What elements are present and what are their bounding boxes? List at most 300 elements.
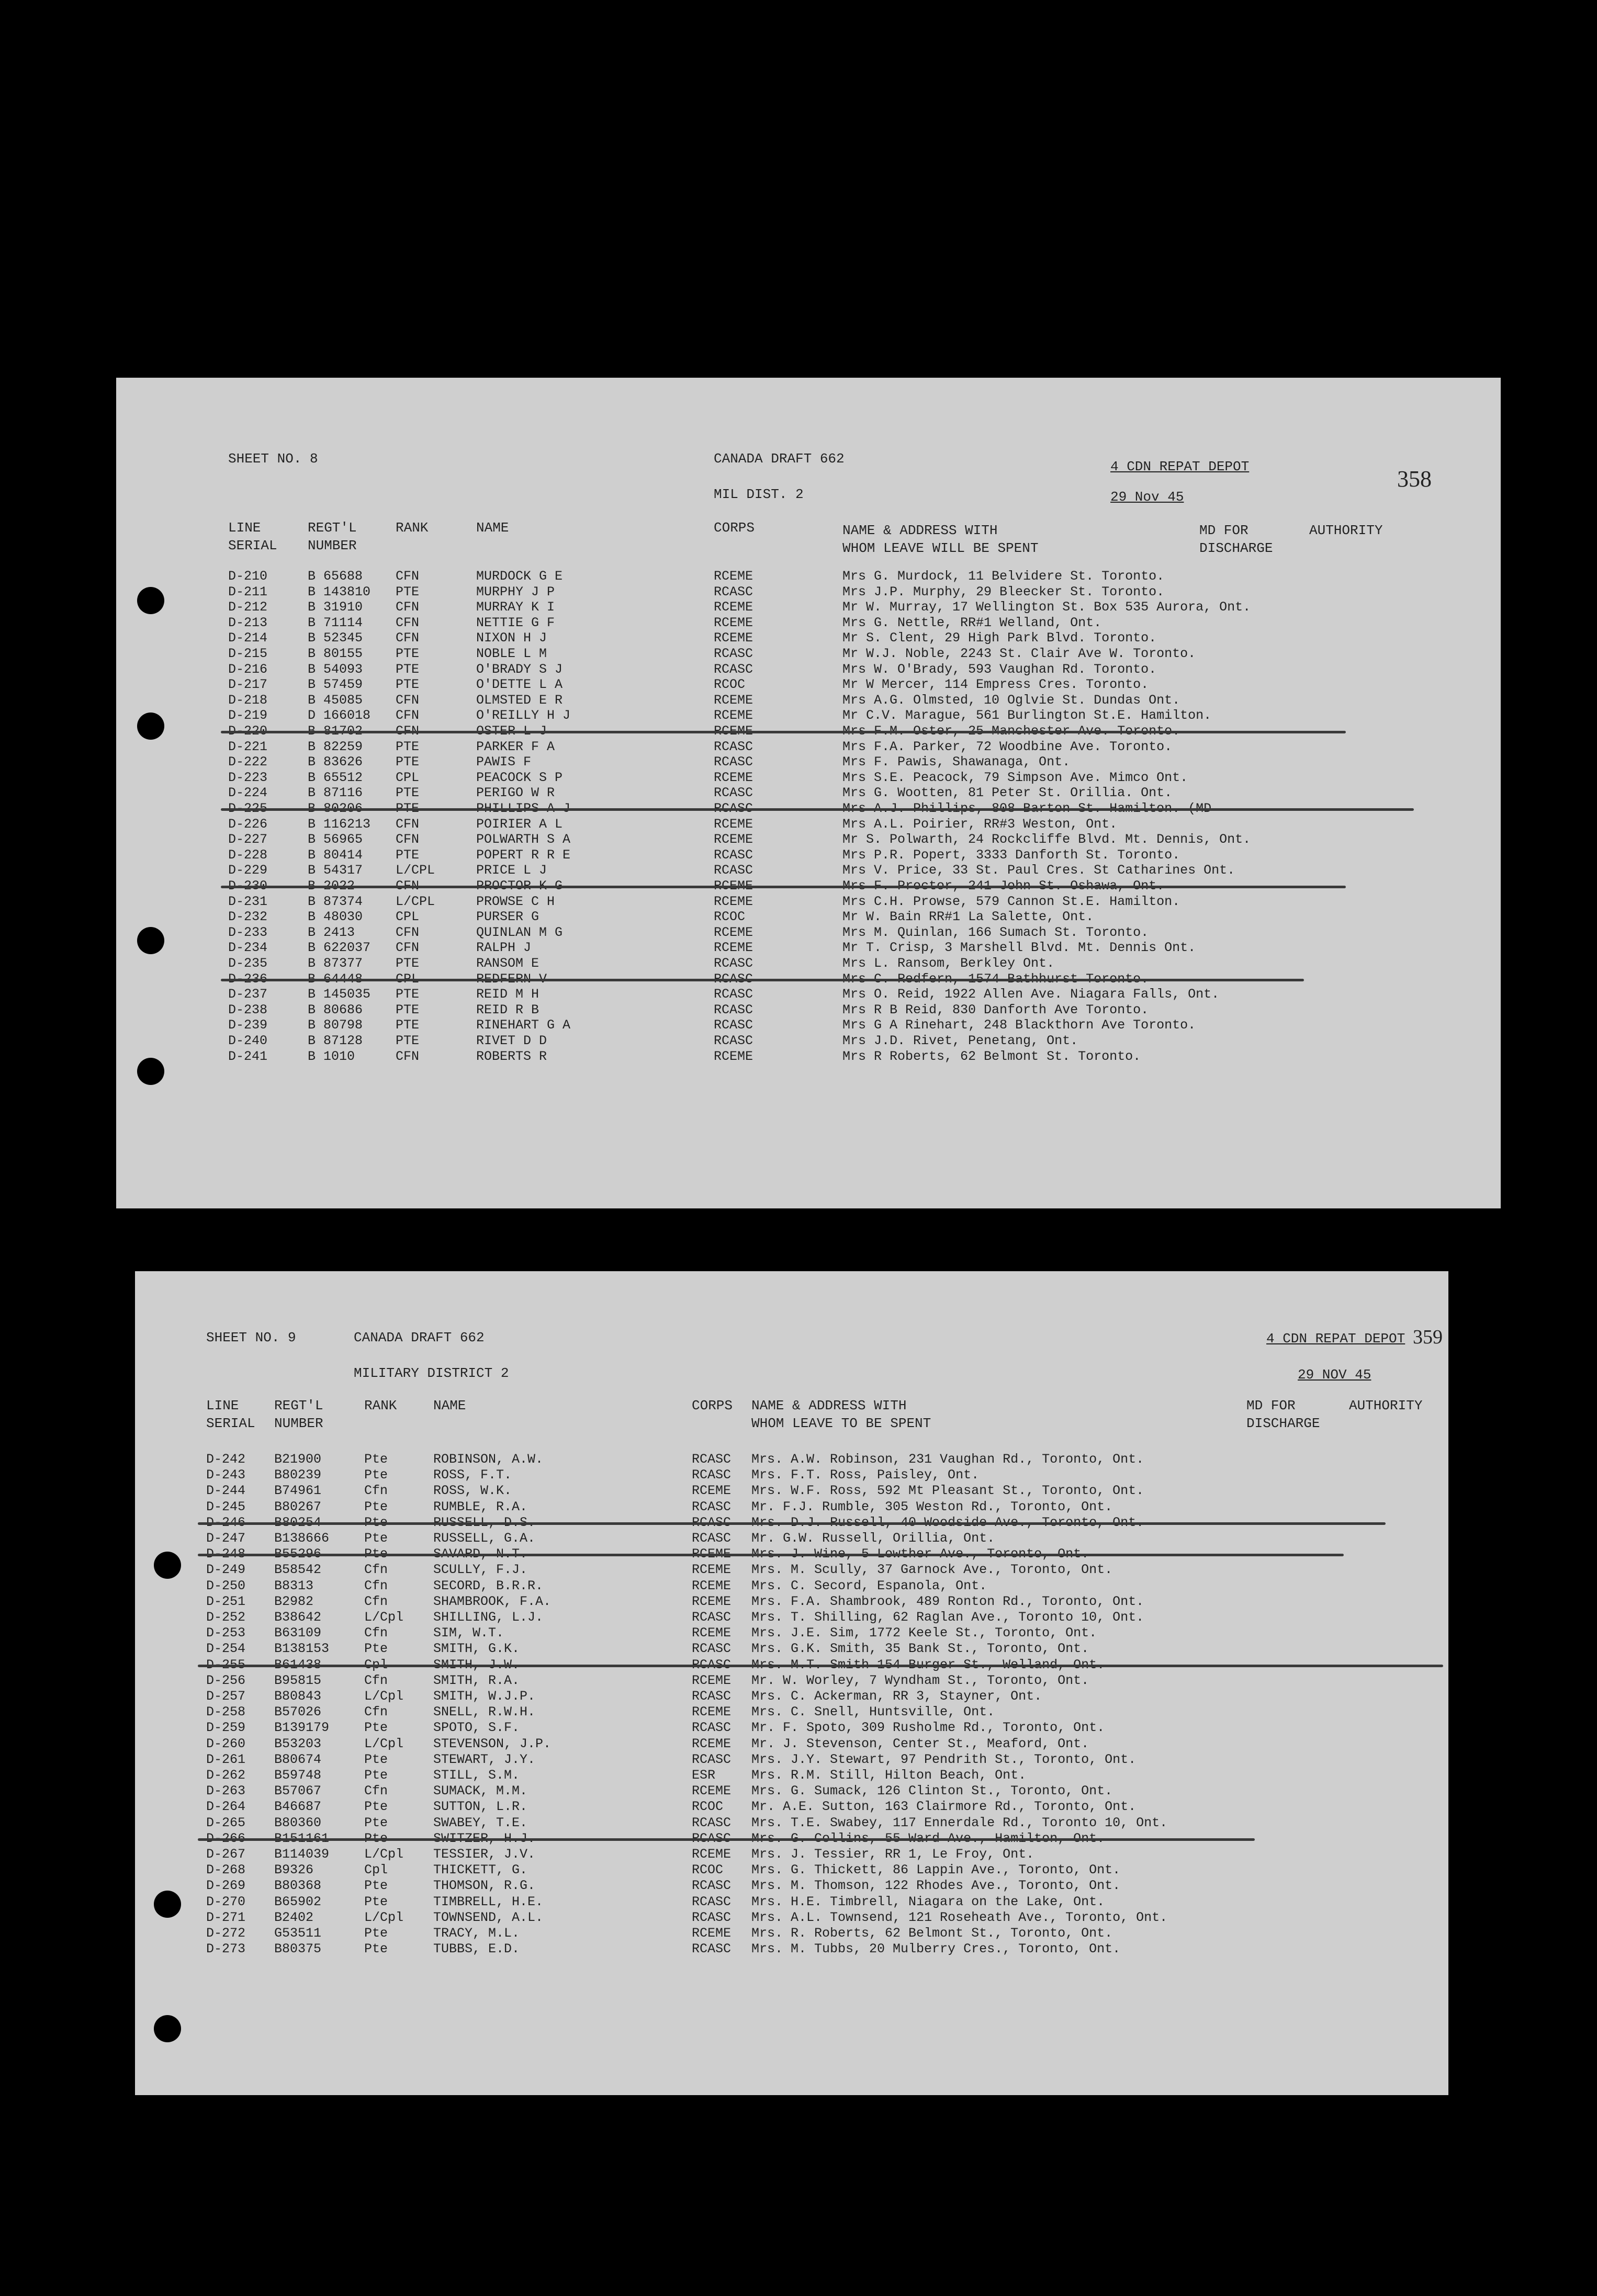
cell-name: SHILLING, L.J. — [433, 1610, 544, 1625]
cell-regt: B 31910 — [308, 600, 363, 615]
cell-rank: CFN — [396, 692, 420, 708]
cell-regt: B 80798 — [308, 1017, 363, 1033]
table-row — [116, 785, 1501, 801]
table-row — [116, 615, 1501, 631]
cell-corps: RCEME — [692, 1625, 732, 1641]
cell-name: RALPH J — [476, 940, 532, 956]
punch-hole — [137, 587, 164, 614]
cell-address: Mrs P.R. Popert, 3333 Danforth St. Toronto. — [842, 847, 1180, 863]
cell-name: SCULLY, F.J. — [433, 1562, 528, 1578]
table-row — [135, 1941, 1448, 1957]
cell-corps: RCEME — [692, 1672, 732, 1688]
cell-address: Mr W Mercer, 114 Empress Cres. Toronto. — [842, 677, 1149, 693]
table-row — [116, 1017, 1501, 1033]
cell-rank: Cfn — [364, 1704, 388, 1720]
cell-address: Mr. J. Stevenson, Center St., Meaford, Ont. — [751, 1736, 1089, 1751]
cell-address: Mrs R B Reid, 830 Danforth Ave Toronto. — [842, 1002, 1149, 1017]
table-row — [116, 646, 1501, 662]
cell-regt: B 87128 — [308, 1033, 363, 1048]
cell-corps: RCASC — [714, 987, 753, 1002]
cell-corps: RCASC — [692, 1878, 732, 1894]
cell-corps: RCASC — [714, 785, 753, 801]
cell-line: D-273 — [206, 1941, 246, 1957]
cell-rank: L/CPL — [396, 893, 435, 909]
cell-corps: RCASC — [692, 1452, 732, 1467]
cell-regt: B 45085 — [308, 692, 363, 708]
cell-corps: RCEME — [714, 600, 753, 615]
cell-line: D-253 — [206, 1625, 246, 1641]
cell-name: OLMSTED E R — [476, 692, 563, 708]
col-header-rank: RANK — [396, 520, 429, 536]
table-row — [135, 1689, 1448, 1704]
cell-regt: B21900 — [274, 1452, 322, 1467]
cell-line: D-231 — [228, 893, 268, 909]
cell-line: D-242 — [206, 1452, 246, 1467]
sheet-number: SHEET NO. 9 — [206, 1330, 296, 1345]
cell-address: Mrs. A.L. Townsend, 121 Roseheath Ave., Toronto, Ont. — [751, 1909, 1168, 1925]
cell-address: Mrs. M. Scully, 37 Garnock Ave., Toronto, Ont. — [751, 1562, 1113, 1578]
cell-rank: Pte — [364, 1531, 388, 1546]
cell-name: STILL, S.M. — [433, 1768, 520, 1783]
cell-rank: CPL — [396, 770, 420, 785]
cell-line: D-249 — [206, 1562, 246, 1578]
cell-name: PRICE L J — [476, 863, 547, 878]
table-row — [135, 1783, 1448, 1799]
table-row — [135, 1768, 1448, 1783]
col-header-md: MD FOR DISCHARGE — [1246, 1398, 1320, 1431]
cell-name: SMITH, R.A. — [433, 1672, 520, 1688]
cell-name: PARKER F A — [476, 739, 555, 754]
cell-name: SHAMBROOK, F.A. — [433, 1593, 552, 1609]
table-row — [116, 894, 1501, 910]
cell-address: Mrs F. Pawis, Shawanaga, Ont. — [842, 754, 1071, 770]
cell-rank: CFN — [396, 816, 420, 832]
cell-name: RINEHART G A — [476, 1017, 571, 1033]
cell-line: D-215 — [228, 646, 268, 661]
cell-address: Mrs. M. Thomson, 122 Rhodes Ave., Toronto, Ont. — [751, 1878, 1121, 1894]
cell-rank: PTE — [396, 1017, 420, 1033]
cell-rank: Cfn — [364, 1783, 388, 1799]
cell-address: Mrs. F.A. Shambrook, 489 Ronton Rd., Toronto, Ont. — [751, 1593, 1144, 1609]
cell-regt: B8313 — [274, 1578, 314, 1593]
cell-address: Mrs R Roberts, 62 Belmont St. Toronto. — [842, 1048, 1141, 1064]
cell-line: D-241 — [228, 1048, 268, 1064]
cell-regt: B 87374 — [308, 893, 363, 909]
cell-rank: PTE — [396, 847, 420, 863]
table-row — [135, 1594, 1448, 1610]
cell-name: REID M H — [476, 987, 539, 1002]
cell-address: Mrs G. Nettle, RR#1 Welland, Ont. — [842, 615, 1102, 630]
cell-line: D-243 — [206, 1467, 246, 1483]
cell-rank: Pte — [364, 1641, 388, 1657]
cell-rank: PTE — [396, 1033, 420, 1048]
cell-corps: RCOC — [714, 677, 746, 693]
cell-regt: B 71114 — [308, 615, 363, 630]
depot-name: 4 CDN REPAT DEPOT — [1110, 459, 1250, 474]
cell-regt: B65902 — [274, 1894, 322, 1909]
cell-corps: RCEME — [714, 569, 753, 584]
cell-corps: RCASC — [714, 1002, 753, 1017]
cell-corps: RCEME — [714, 893, 753, 909]
cell-regt: B 82259 — [308, 739, 363, 754]
cell-regt: B114039 — [274, 1847, 330, 1862]
cell-corps: ESR — [692, 1768, 716, 1783]
table-row — [116, 925, 1501, 941]
table-row — [116, 569, 1501, 584]
cell-address: Mr C.V. Marague, 561 Burlington St.E. Hamilton. — [842, 708, 1212, 723]
cell-line: D-260 — [206, 1736, 246, 1751]
cell-line: D-272 — [206, 1926, 246, 1941]
cell-rank: CFN — [396, 569, 420, 584]
cell-regt: B 143810 — [308, 584, 371, 600]
cell-rank: Pte — [364, 1941, 388, 1957]
table-row — [116, 662, 1501, 677]
cell-regt: B57067 — [274, 1783, 322, 1799]
cell-address: Mrs A.G. Olmsted, 10 Oglvie St. Dundas Ont. — [842, 692, 1180, 708]
cell-name: NETTIE G F — [476, 615, 555, 630]
cell-name: PAWIS F — [476, 754, 532, 770]
cell-name: MURDOCK G E — [476, 569, 563, 584]
cell-corps: RCASC — [714, 1017, 753, 1033]
cell-name: SNELL, R.W.H. — [433, 1704, 536, 1720]
cell-rank: PTE — [396, 739, 420, 754]
cell-name: REID R B — [476, 1002, 539, 1017]
cell-address: Mrs J.D. Rivet, Penetang, Ont. — [842, 1033, 1078, 1048]
cell-name: THICKETT, G. — [433, 1862, 528, 1878]
cell-address: Mrs. C. Secord, Espanola, Ont. — [751, 1578, 987, 1593]
cell-rank: Pte — [364, 1452, 388, 1467]
cell-regt: B 80155 — [308, 646, 363, 661]
cell-address: Mr S. Polwarth, 24 Rockcliffe Blvd. Mt. Dennis, Ont. — [842, 832, 1251, 847]
cell-regt: B80674 — [274, 1751, 322, 1767]
cell-address: Mrs V. Price, 33 St. Paul Cres. St Catharines Ont. — [842, 863, 1235, 878]
table-row — [135, 1847, 1448, 1862]
cell-rank: Cpl — [364, 1862, 388, 1878]
sheet-date: 29 Nov 45 — [1110, 489, 1184, 505]
cell-rank: PTE — [396, 646, 420, 661]
table-row — [116, 1002, 1501, 1018]
cell-corps: RCEME — [692, 1578, 732, 1593]
sheet-date: 29 NOV 45 — [1298, 1367, 1371, 1383]
cell-regt: B2982 — [274, 1593, 314, 1609]
cell-corps: RCEME — [714, 708, 753, 723]
table-row — [116, 677, 1501, 693]
punch-hole — [154, 1891, 181, 1918]
cell-name: RUSSELL, G.A. — [433, 1531, 536, 1546]
cell-corps: RCEME — [692, 1483, 732, 1499]
cell-rank: L/Cpl — [364, 1909, 404, 1925]
cell-corps: RCEME — [714, 924, 753, 940]
cell-name: TIMBRELL, H.E. — [433, 1894, 544, 1909]
cell-line: D-268 — [206, 1862, 246, 1878]
draft-title: CANADA DRAFT 662 — [714, 451, 845, 467]
cell-corps: RCEME — [714, 630, 753, 646]
col-header-line: LINE SERIAL — [206, 1398, 255, 1431]
cell-line: D-250 — [206, 1578, 246, 1593]
table-row — [135, 1499, 1448, 1515]
cell-regt: B53203 — [274, 1736, 322, 1751]
cell-corps: RCASC — [692, 1610, 732, 1625]
cell-name: SWABEY, T.E. — [433, 1815, 528, 1830]
table-row — [135, 1625, 1448, 1641]
cell-name: SUMACK, M.M. — [433, 1783, 528, 1799]
cell-rank: L/Cpl — [364, 1689, 404, 1704]
cell-corps: RCASC — [714, 739, 753, 754]
cell-rank: Pte — [364, 1926, 388, 1941]
cell-corps: RCASC — [692, 1751, 732, 1767]
cell-corps: RCASC — [692, 1815, 732, 1830]
cell-regt: B80360 — [274, 1815, 322, 1830]
cell-address: Mrs. J. Tessier, RR 1, Le Froy, Ont. — [751, 1847, 1034, 1862]
table-row — [116, 956, 1501, 971]
cell-corps: RCASC — [692, 1941, 732, 1957]
cell-name: STEWART, J.Y. — [433, 1751, 536, 1767]
table-row — [135, 1926, 1448, 1941]
cell-regt: B 80414 — [308, 847, 363, 863]
cell-name: PROWSE C H — [476, 893, 555, 909]
cell-regt: G53511 — [274, 1926, 322, 1941]
cell-name: TESSIER, J.V. — [433, 1847, 536, 1862]
cell-corps: RCASC — [714, 754, 753, 770]
cell-regt: B95815 — [274, 1672, 322, 1688]
table-row — [135, 1736, 1448, 1752]
sheet-358 — [116, 378, 1501, 1208]
col-header-address: NAME & ADDRESS WITH WHOM LEAVE WILL BE SPENT — [842, 523, 1039, 556]
cell-rank: CFN — [396, 832, 420, 847]
cell-rank: L/Cpl — [364, 1736, 404, 1751]
table-row — [116, 1033, 1501, 1049]
cell-rank: CFN — [396, 1048, 420, 1064]
cell-regt: B 48030 — [308, 909, 363, 925]
table-row — [135, 1483, 1448, 1499]
cell-line: D-235 — [228, 956, 268, 971]
cell-rank: CFN — [396, 924, 420, 940]
cell-rank: Pte — [364, 1815, 388, 1830]
cell-rank: CFN — [396, 615, 420, 630]
cell-name: SUTTON, L.R. — [433, 1799, 528, 1815]
cell-address: Mrs. G.K. Smith, 35 Bank St., Toronto, Ont. — [751, 1641, 1089, 1657]
table-row — [135, 1752, 1448, 1768]
cell-line: D-228 — [228, 847, 268, 863]
table-row — [135, 1910, 1448, 1926]
cell-address: Mrs G A Rinehart, 248 Blackthorn Ave Toronto. — [842, 1017, 1196, 1033]
cell-address: Mrs M. Quinlan, 166 Sumach St. Toronto. — [842, 924, 1149, 940]
col-header-regt: REGT'L NUMBER — [274, 1398, 323, 1431]
cell-name: QUINLAN M G — [476, 924, 563, 940]
cell-address: Mrs A.L. Poirier, RR#3 Weston, Ont. — [842, 816, 1118, 832]
cell-address: Mrs. T. Shilling, 62 Raglan Ave., Toronto 10, Ont. — [751, 1610, 1144, 1625]
col-header-authority: AUTHORITY — [1309, 523, 1383, 538]
depot-name: 4 CDN REPAT DEPOT — [1266, 1331, 1405, 1347]
cell-name: ROSS, W.K. — [433, 1483, 512, 1499]
cell-line: D-261 — [206, 1751, 246, 1767]
cell-regt: B 87116 — [308, 785, 363, 801]
table-row — [135, 1673, 1448, 1689]
punch-hole — [154, 2015, 181, 2042]
cell-name: PERIGO W R — [476, 785, 555, 801]
cell-address: Mrs. C. Snell, Huntsville, Ont. — [751, 1704, 995, 1720]
cell-address: Mrs. H.E. Timbrell, Niagara on the Lake, Ont. — [751, 1894, 1105, 1909]
cell-rank: Cfn — [364, 1625, 388, 1641]
cell-line: D-237 — [228, 987, 268, 1002]
cell-rank: Cfn — [364, 1483, 388, 1499]
col-header-address: NAME & ADDRESS WITH WHOM LEAVE TO BE SPENT — [751, 1398, 931, 1431]
strike-through-line — [221, 979, 1304, 981]
cell-name: TUBBS, E.D. — [433, 1941, 520, 1957]
cell-line: D-251 — [206, 1593, 246, 1609]
cell-name: MURRAY K I — [476, 600, 555, 615]
cell-line: D-234 — [228, 940, 268, 956]
cell-regt: B 54093 — [308, 661, 363, 677]
cell-rank: CPL — [396, 909, 420, 925]
col-header-rank: RANK — [364, 1398, 397, 1413]
cell-name: O'DETTE L A — [476, 677, 563, 693]
cell-rank: CFN — [396, 708, 420, 723]
cell-corps: RCOC — [692, 1862, 724, 1878]
cell-corps: RCEME — [714, 770, 753, 785]
cell-regt: D 166018 — [308, 708, 371, 723]
cell-corps: RCASC — [692, 1689, 732, 1704]
cell-corps: RCASC — [714, 1033, 753, 1048]
table-row — [135, 1452, 1448, 1467]
table-row — [135, 1720, 1448, 1736]
cell-rank: Pte — [364, 1799, 388, 1815]
cell-address: Mrs. F.T. Ross, Paisley, Ont. — [751, 1467, 980, 1483]
cell-regt: B80267 — [274, 1499, 322, 1514]
cell-name: SMITH, W.J.P. — [433, 1689, 536, 1704]
cell-name: SMITH, G.K. — [433, 1641, 520, 1657]
cell-address: Mrs F.A. Parker, 72 Woodbine Ave. Toronto. — [842, 739, 1173, 754]
cell-rank: Pte — [364, 1894, 388, 1909]
cell-address: Mrs. W.F. Ross, 592 Mt Pleasant St., Toronto, Ont. — [751, 1483, 1144, 1499]
cell-corps: RCASC — [692, 1499, 732, 1514]
cell-corps: RCOC — [692, 1799, 724, 1815]
col-header-md: MD FOR DISCHARGE — [1199, 523, 1273, 556]
cell-address: Mr. W. Worley, 7 Wyndham St., Toronto, Ont. — [751, 1672, 1089, 1688]
punch-hole — [137, 712, 164, 740]
cell-line: D-247 — [206, 1531, 246, 1546]
cell-line: D-267 — [206, 1847, 246, 1862]
cell-corps: RCASC — [714, 584, 753, 600]
cell-line: D-223 — [228, 770, 268, 785]
cell-line: D-216 — [228, 661, 268, 677]
cell-name: RANSOM E — [476, 956, 539, 971]
cell-rank: CFN — [396, 600, 420, 615]
page-number: 359 — [1413, 1326, 1443, 1348]
cell-line: D-244 — [206, 1483, 246, 1499]
table-row — [116, 693, 1501, 708]
table-row — [116, 817, 1501, 832]
table-row — [135, 1562, 1448, 1578]
cell-name: RIVET D D — [476, 1033, 547, 1048]
cell-rank: L/CPL — [396, 863, 435, 878]
cell-corps: RCASC — [692, 1531, 732, 1546]
cell-regt: B 145035 — [308, 987, 371, 1002]
table-row — [116, 630, 1501, 646]
cell-regt: B 54317 — [308, 863, 363, 878]
cell-regt: B 622037 — [308, 940, 371, 956]
cell-address: Mrs S.E. Peacock, 79 Simpson Ave. Mimco Ont. — [842, 770, 1188, 785]
col-header-name: NAME — [433, 1398, 466, 1413]
cell-regt: B38642 — [274, 1610, 322, 1625]
cell-name: MURPHY J P — [476, 584, 555, 600]
district: MIL DIST. 2 — [714, 487, 804, 502]
table-row — [116, 739, 1501, 755]
cell-name: ROBINSON, A.W. — [433, 1452, 544, 1467]
sheet-number: SHEET NO. 8 — [228, 451, 318, 467]
cell-rank: CFN — [396, 940, 420, 956]
cell-name: PEACOCK S P — [476, 770, 563, 785]
cell-address: Mr W. Bain RR#1 La Salette, Ont. — [842, 909, 1094, 925]
cell-name: THOMSON, R.G. — [433, 1878, 536, 1894]
cell-rank: Cfn — [364, 1672, 388, 1688]
cell-name: POLWARTH S A — [476, 832, 571, 847]
cell-regt: B80368 — [274, 1878, 322, 1894]
cell-line: D-269 — [206, 1878, 246, 1894]
cell-line: D-229 — [228, 863, 268, 878]
cell-address: Mrs. T.E. Swabey, 117 Ennerdale Rd., Toronto 10, Ont. — [751, 1815, 1168, 1830]
cell-corps: RCEME — [714, 1048, 753, 1064]
col-line-label: LINE SERIAL — [228, 520, 277, 553]
cell-rank: PTE — [396, 584, 420, 600]
cell-regt: B 65688 — [308, 569, 363, 584]
cell-line: D-211 — [228, 584, 268, 600]
cell-line: D-232 — [228, 909, 268, 925]
table-row — [116, 832, 1501, 847]
cell-corps: RCEME — [714, 692, 753, 708]
cell-corps: RCASC — [714, 956, 753, 971]
cell-rank: Pte — [364, 1768, 388, 1783]
cell-corps: RCASC — [714, 661, 753, 677]
cell-corps: RCEME — [714, 832, 753, 847]
col-header-name: NAME — [476, 520, 509, 536]
cell-address: Mrs W. O'Brady, 593 Vaughan Rd. Toronto. — [842, 661, 1157, 677]
cell-name: STEVENSON, J.P. — [433, 1736, 552, 1751]
table-row — [116, 770, 1501, 786]
cell-address: Mrs. R.M. Still, Hilton Beach, Ont. — [751, 1768, 1027, 1783]
cell-line: D-263 — [206, 1783, 246, 1799]
cell-name: NOBLE L M — [476, 646, 547, 661]
cell-name: O'BRADY S J — [476, 661, 563, 677]
cell-address: Mrs G. Wootten, 81 Peter St. Orillia. Ont. — [842, 785, 1173, 801]
cell-line: D-217 — [228, 677, 268, 693]
cell-corps: RCEME — [692, 1783, 732, 1799]
cell-rank: Pte — [364, 1720, 388, 1736]
table-row — [135, 1862, 1448, 1878]
cell-regt: B 116213 — [308, 816, 371, 832]
cell-name: TOWNSEND, A.L. — [433, 1909, 544, 1925]
table-row — [116, 708, 1501, 723]
cell-name: PURSER G — [476, 909, 539, 925]
cell-corps: RCEME — [714, 615, 753, 630]
cell-name: ROBERTS R — [476, 1048, 547, 1064]
table-row — [135, 1641, 1448, 1657]
cell-rank: L/Cpl — [364, 1610, 404, 1625]
cell-line: D-226 — [228, 816, 268, 832]
cell-line: D-264 — [206, 1799, 246, 1815]
cell-corps: RCOC — [714, 909, 746, 925]
cell-regt: B80239 — [274, 1467, 322, 1483]
cell-rank: PTE — [396, 1002, 420, 1017]
cell-address: Mrs. M. Tubbs, 20 Mulberry Cres., Toronto, Ont. — [751, 1941, 1121, 1957]
cell-address: Mr. F. Spoto, 309 Rusholme Rd., Toronto, Ont. — [751, 1720, 1105, 1736]
cell-corps: RCEME — [714, 940, 753, 956]
cell-address: Mrs. R. Roberts, 62 Belmont St., Toronto, Ont. — [751, 1926, 1113, 1941]
cell-address: Mr T. Crisp, 3 Marshell Blvd. Mt. Dennis Ont. — [842, 940, 1196, 956]
cell-address: Mr W. Murray, 17 Wellington St. Box 535 Aurora, Ont. — [842, 600, 1251, 615]
table-row — [135, 1467, 1448, 1483]
strike-through-line — [221, 886, 1346, 888]
